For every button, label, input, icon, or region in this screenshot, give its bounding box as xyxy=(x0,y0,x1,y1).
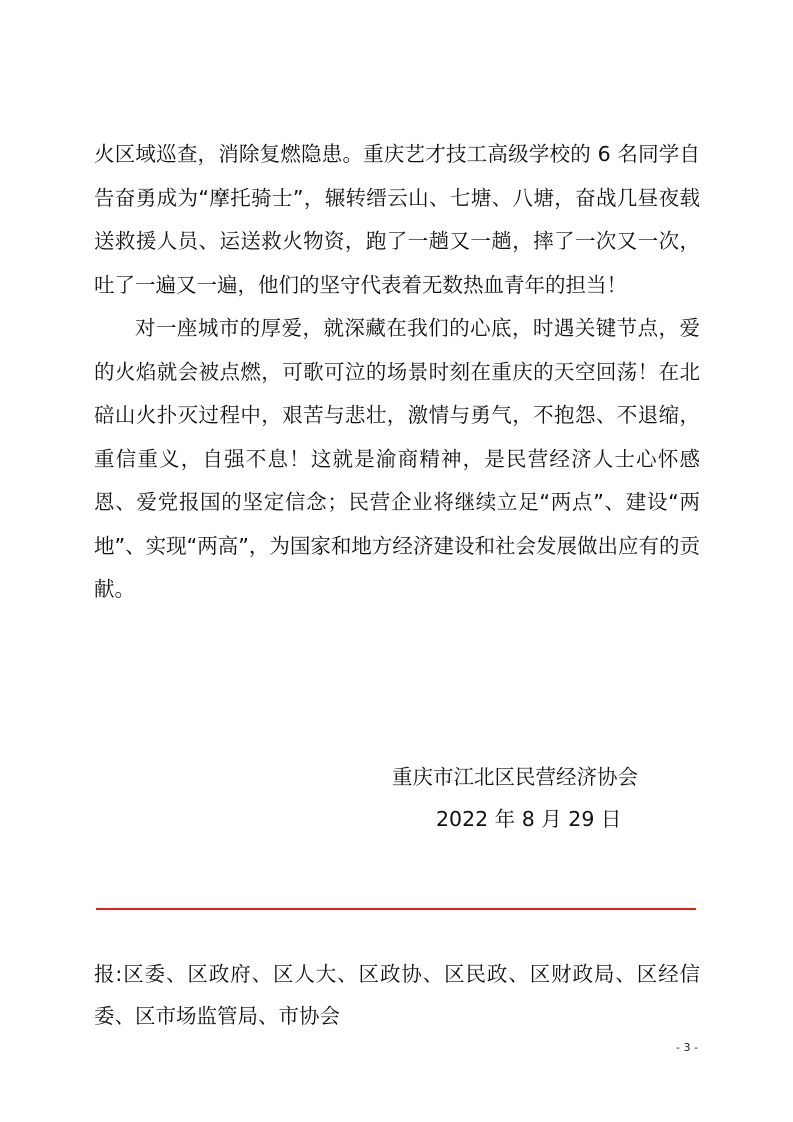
signature-date: 2022 年 8 月 29 日 xyxy=(436,807,622,831)
signature-organization: 重庆市江北区民营经济协会 xyxy=(392,765,638,789)
paragraph-main: 对一座城市的厚爱，就深藏在我们的心底，时遇关键节点，爱的火焰就会被点燃，可歌可泣的场景时刻在重庆的天空回荡！在北碚山火扑灭过程中，艰苦与悲壮，激情与勇气，不抱怨、不退缩，重信重义，自强不息！这就是渝商精神，是民营经济人士心怀感恩、爱党报国的坚定信念；民营企业将继续立足“两点”、建设“两地”、实现“两高”，为国家和地方经济建设和社会发展做出应有的贡献。 xyxy=(94,316,700,601)
paragraph-continued: 火区域巡查，消除复燃隐患。重庆艺才技工高级学校的 6 名同学自告奋勇成为“摩托骑士”，辗转缙云山、七塘、八塘，奋战几昼夜载送救援人员、运送救火物资，跑了一趟又一趟，摔了一次又一次，吐了一遍又一遍，他们的坚守代表着无数热血青年的担当！ xyxy=(94,142,700,297)
report-recipients: 报:区委、区政府、区人大、区政协、区民政、区财政局、区经信委、区市场监管局、市协会 xyxy=(94,962,700,1028)
page-number: - 3 - xyxy=(676,1041,698,1054)
body-text xyxy=(94,133,700,612)
red-divider-line xyxy=(96,908,696,910)
